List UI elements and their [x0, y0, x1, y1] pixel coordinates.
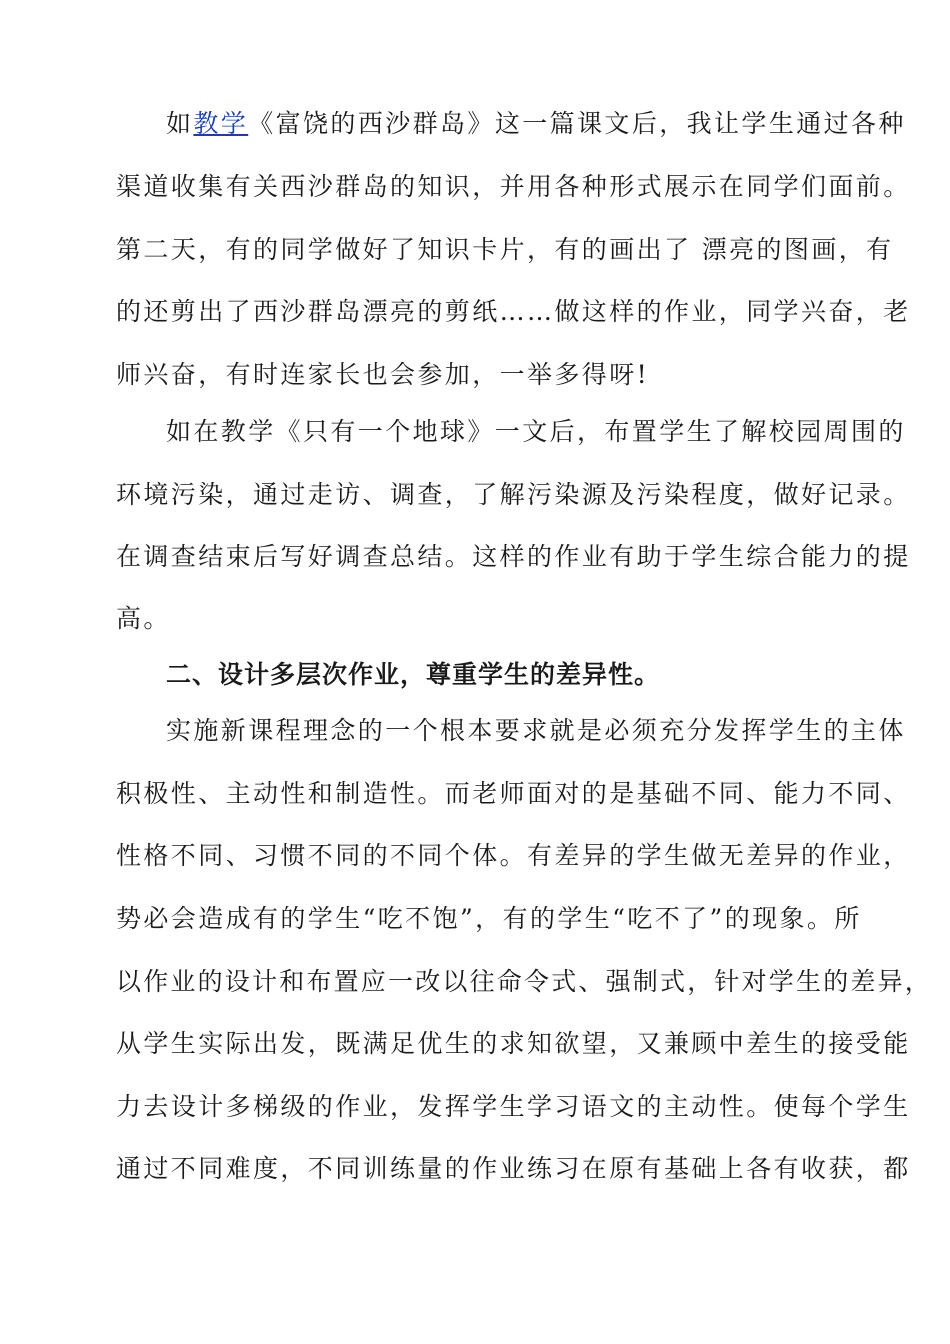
paragraph-2-line-1: 如在教学《只有一个地球》一文后，布置学生了解校园周围的	[166, 417, 906, 446]
text-segment: 如	[166, 109, 194, 138]
paragraph-3-line-4: 势必会造成有的学生“吃不饱”，有的学生“吃不了”的现象。所	[116, 904, 862, 933]
paragraph-3-line-1: 实施新课程理念的一个根本要求就是必须充分发挥学生的主体	[166, 716, 906, 745]
paragraph-1-line-3: 第二天，有的同学做好了知识卡片，有的画出了 漂亮的图画，有	[116, 235, 894, 264]
paragraph-1-line-5: 师兴奋，有时连家长也会参加，一举多得呀!	[116, 360, 650, 389]
paragraph-1-line-4: 的还剪出了西沙群岛漂亮的剪纸……做这样的作业，同学兴奋，老	[116, 297, 911, 326]
paragraph-2-line-3: 在调查结束后写好调查总结。这样的作业有助于学生综合能力的提	[116, 542, 911, 571]
teaching-link[interactable]: 教学	[193, 109, 249, 138]
paragraph-1-line-1	[166, 108, 906, 140]
text-segment: 《富饶的西沙群岛》这一篇课文后，我让学生通过各种	[248, 109, 906, 138]
paragraph-1-line-2: 渠道收集有关西沙群岛的知识，并用各种形式展示在同学们面前。	[116, 172, 911, 201]
paragraph-3-line-2: 积极性、主动性和制造性。而老师面对的是基础不同、能力不同、	[116, 779, 911, 808]
paragraph-2-line-4: 高。	[116, 604, 171, 633]
paragraph-2-line-2: 环境污染，通过走访、调查，了解污染源及污染程度，做好记录。	[116, 480, 911, 509]
paragraph-3-line-3: 性格不同、习惯不同的不同个体。有差异的学生做无差异的作业，	[116, 841, 911, 870]
paragraph-3-line-7: 力去设计多梯级的作业，发挥学生学习语文的主动性。使每个学生	[116, 1092, 911, 1121]
paragraph-3-line-8: 通过不同难度，不同训练量的作业练习在原有基础上各有收获，都	[116, 1154, 911, 1183]
section-heading: 二、设计多层次作业，尊重学生的差异性。	[166, 660, 661, 689]
paragraph-3-line-6: 从学生实际出发，既满足优生的求知欲望，又兼顾中差生的接受能	[116, 1029, 911, 1058]
paragraph-3-line-5: 以作业的设计和布置应一改以往命令式、强制式，针对学生的差异，	[116, 967, 933, 996]
